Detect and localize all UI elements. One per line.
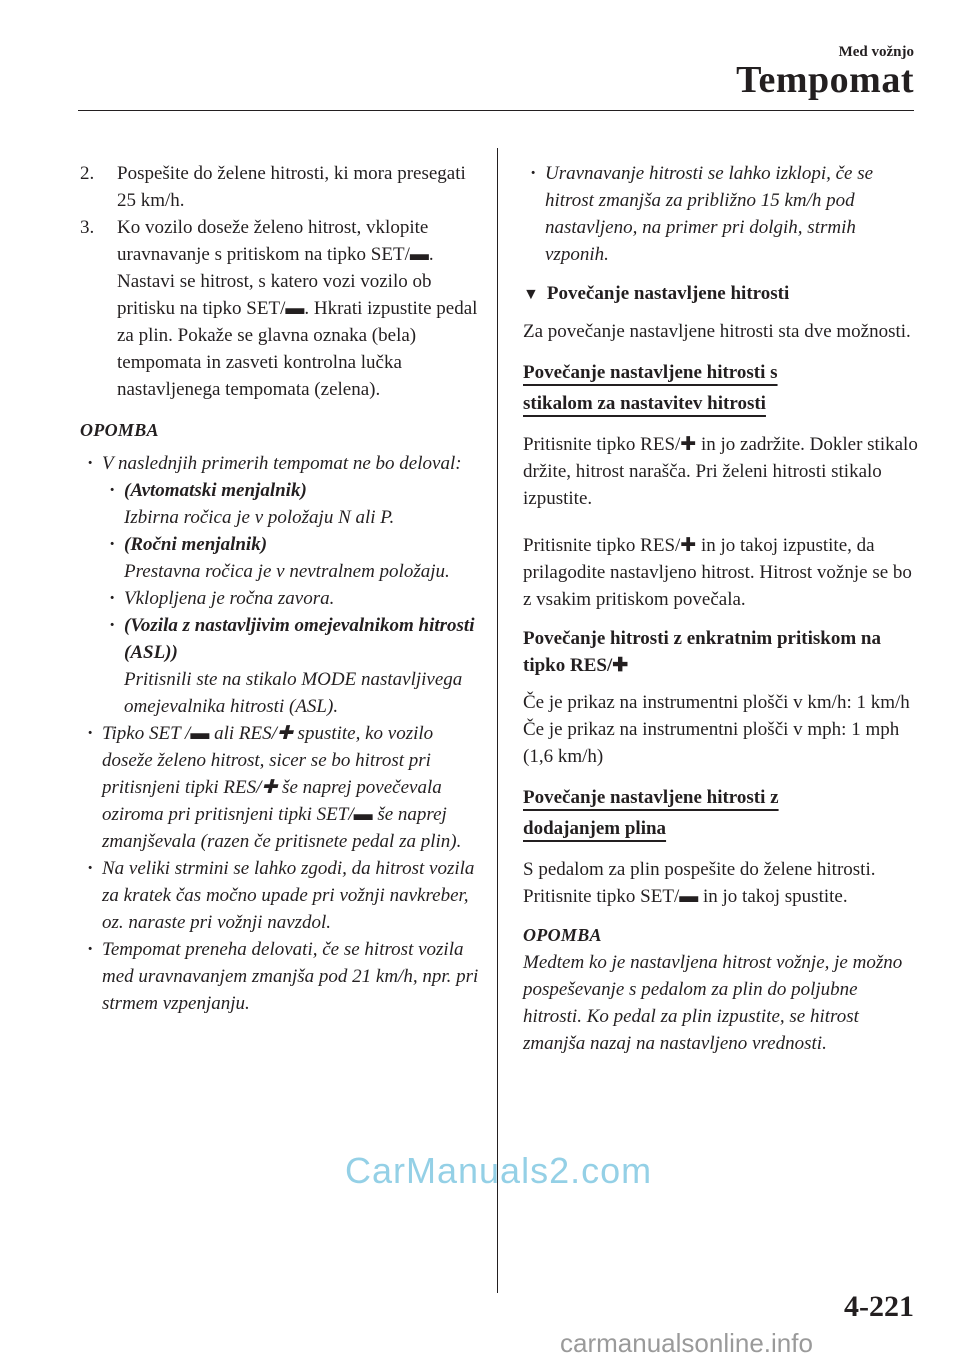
subheading-line: dodajanjem plina xyxy=(523,818,667,839)
paragraph-line: Če je prikaz na instrumentni plošči v mph: 1 mph (1,6 km/h) xyxy=(523,719,900,767)
paragraph: Pritisnite tipko RES/✚ in jo zadržite. Dokler stikalo držite, hitrost narašča. Pri želeni hitrosti stikalo izpustite. xyxy=(523,434,918,509)
note-intro: · V naslednjih primerih tempomat ne bo deloval: xyxy=(80,450,480,477)
heading-text: Povečanje nastavljene hitrosti xyxy=(546,283,790,304)
sub-bullet-text: Pritisnili ste na stikalo MODE nastavljivega omejevalnika hitrosti (ASL). xyxy=(124,669,463,717)
note-label: OPOMBA xyxy=(523,925,602,945)
subheading-line: Povečanje nastavljene hitrosti z xyxy=(523,787,779,808)
step-number: 2. xyxy=(80,163,95,184)
subheading-line: stikalom za nastavitev hitrosti xyxy=(523,393,766,414)
header-rule xyxy=(78,110,914,111)
sub-bullet-brake xyxy=(102,585,480,612)
sub-bullet-title: · (Vozila z nastavljivim omejevalnikom hitrosti (ASL)) xyxy=(124,615,475,663)
step-3 xyxy=(80,214,480,403)
sub-bullet-manual xyxy=(102,531,480,585)
footer-watermark: carmanualsonline.info xyxy=(560,1328,813,1358)
note-text: Medtem ko je nastavljena hitrost vožnje, je možno pospeševanje s pedalom za plin do poljubne hitrosti. Ko pedal za plin izpustite, se hitrost zmanjša nazaj na nastavljeno vrednosti. xyxy=(523,952,903,1054)
paragraph: S pedalom za plin pospešite do želene hitrosti. Pritisnite tipko SET/▬ in jo takoj spustite. xyxy=(523,859,876,907)
section-title: Med vožnjo xyxy=(838,44,914,60)
note-bullet: · Na veliki strmini se lahko zgodi, da hitrost vozila za kratek čas močno upade pri vožnji navkreber, oz. naraste pri vožnji navzdol. xyxy=(80,855,480,936)
note-bullet: · Uravnavanje hitrosti se lahko izklopi, če se hitrost zmanjša za približno 15 km/h pod nastavljeno, na primer pri dolgih, strmih vzponih. xyxy=(523,160,918,268)
watermark: CarManuals2.com xyxy=(345,1150,653,1191)
sub-bullet-auto xyxy=(102,477,480,531)
step-text: Ko vozilo doseže želeno hitrost, vklopite uravnavanje s pritiskom na tipko SET/▬. Nastavi se hitrost, s katero vozi vozilo ob pritisku na tipko SET/▬. Hkrati izpustite pedal za plin. Pokaže se glavna oznaka (bela) tempomata in zasveti kontrolna lučka nastavljenega tempomata (zelena). xyxy=(117,217,478,400)
step-number: 3. xyxy=(80,217,95,238)
sub-bullet-asl xyxy=(102,612,480,720)
intro-paragraph: Za povečanje nastavljene hitrosti sta dve možnosti. xyxy=(523,321,911,342)
left-column xyxy=(80,160,480,1017)
subheading-throttle xyxy=(523,782,918,844)
step-2 xyxy=(80,160,480,214)
paragraph-line: Če je prikaz na instrumentni plošči v km/h: 1 km/h xyxy=(523,692,910,713)
triangle-down-icon: ▼ xyxy=(523,286,539,303)
subheading-switch xyxy=(523,357,918,419)
subheading-line: Povečanje nastavljene hitrosti s xyxy=(523,362,778,383)
paragraph: Pritisnite tipko RES/✚ in jo takoj izpustite, da prilagodite nastavljeno hitrost. Hitrost vožnje se bo z vsakim pritiskom povečala. xyxy=(523,535,912,610)
bold-subheading: Povečanje hitrosti z enkratnim pritiskom na tipko RES/✚ xyxy=(523,628,881,676)
note-bullet: · Tempomat preneha delovati, če se hitrost vozila med uravnavanjem zmanjša pod 21 km/h, npr. pri strmem vzpenjanju. xyxy=(80,936,480,1017)
section-heading xyxy=(523,280,918,308)
column-divider xyxy=(497,148,498,1293)
step-text: Pospešite do želene hitrosti, ki mora presegati 25 km/h. xyxy=(117,163,466,211)
sub-bullet-text: Izbirna ročica je v položaju N ali P. xyxy=(124,507,395,528)
page-title: Tempomat xyxy=(736,59,914,101)
sub-bullet-title: · (Avtomatski menjalnik) xyxy=(124,480,307,501)
page-number: 4-221 xyxy=(844,1290,914,1323)
note-label: OPOMBA xyxy=(80,420,159,440)
sub-bullet-text: · Vklopljena je ročna zavora. xyxy=(124,588,335,609)
note-bullet: · Tipko SET /▬ ali RES/✚ spustite, ko vozilo doseže želeno hitrost, sicer se bo hitrost pri pritisnjeni tipki RES/✚ še naprej povečevala oziroma pri pritisnjeni tipki SET/▬ še naprej zmanjševala (razen če pritisnete pedal za plin). xyxy=(80,720,480,855)
sub-bullet-text: Prestavna ročica je v nevtralnem položaju. xyxy=(124,561,450,582)
sub-bullet-title: · (Ročni menjalnik) xyxy=(124,534,268,555)
right-column xyxy=(523,160,918,1057)
